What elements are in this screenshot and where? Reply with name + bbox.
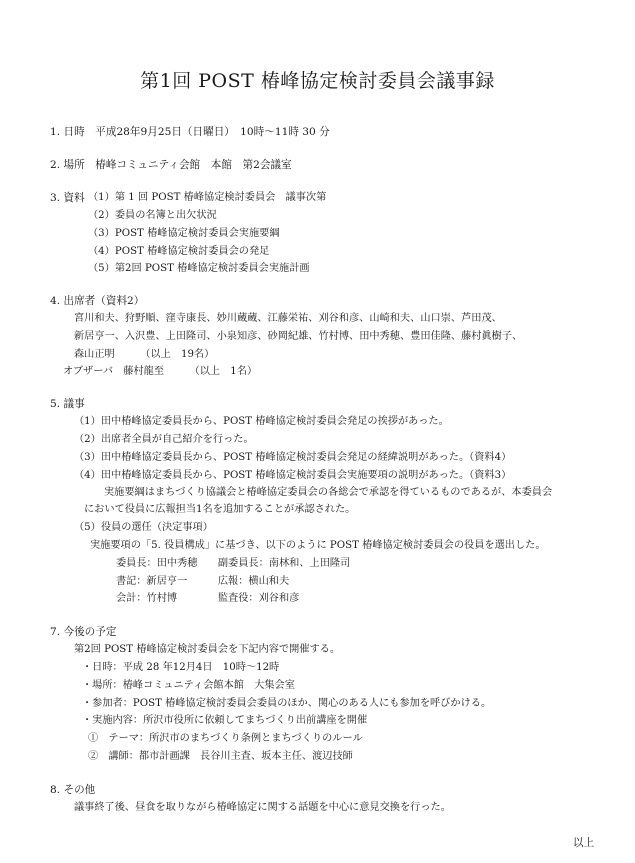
schedule-subitem: ② 講師：都市計画課 長谷川主査、坂本主任、渡辺技師 bbox=[88, 751, 353, 762]
material-item: （5）第2回 POST 椿峰協定検討委員会実施計画 bbox=[88, 263, 310, 274]
schedule-line: ・日時：平成 28 年12月4日 10時〜12時 bbox=[82, 662, 280, 673]
agenda-note: 実施要綱はまちづくり協議会と椿峰協定委員会の各総会で承認を得ているものであるが、本委員会 bbox=[104, 487, 553, 498]
attendee-line: 新居亨一、入沢豊、上田隆司、小泉知彦、砂岡紀雄、竹村博、田中秀穂、豊田佳隆、藤村眞樹子、 bbox=[74, 331, 523, 342]
officer-line: 会計：竹村博 監査役：刈谷和彦 bbox=[116, 593, 300, 604]
attendee-count: 森山正明 （以上 19名） bbox=[74, 349, 215, 360]
section-venue: 2. 場所 椿峰コミュニティ会館 本館 第2会議室 bbox=[50, 159, 292, 171]
section-datetime: 1. 日時 平成28年9月25日（日曜日） 10時〜11時 30 分 bbox=[50, 126, 330, 138]
schedule-line: ・場所：椿峰コミュニティ会館本館 大集会室 bbox=[82, 680, 295, 691]
material-item: （4）POST 椿峰協定検討委員会の発足 bbox=[88, 246, 270, 257]
schedule-line: ・参加者：POST 椿峰協定検討委員会委員のほか、関心のある人にも参加を呼びかける。 bbox=[82, 698, 492, 709]
closing-mark: 以上 bbox=[573, 837, 595, 849]
agenda-note: において役員に広報担当1名を追加することが承認された。 bbox=[84, 504, 356, 515]
material-item: （2）委員の名簿と出欠状況 bbox=[88, 210, 217, 221]
officer-line: 委員長：田中秀穂 副委員長：南林和、上田隆司 bbox=[116, 558, 351, 569]
agenda-item: （3）田中椿峰協定委員長から、POST 椿峰協定検討委員会発足の経緯説明があった。（資料4） bbox=[74, 452, 512, 463]
other-line: 議事終了後、昼食を取りながら椿峰協定に関する話題を中心に意見交換を行った。 bbox=[74, 802, 451, 813]
schedule-line: ・実施内容：所沢市役所に依頼してまちづくり出前講座を開催 bbox=[82, 715, 368, 726]
observer-line: オブザーバ 藤村龍至 （以上 1名） bbox=[63, 366, 258, 377]
section-other-heading: 8. その他 bbox=[50, 784, 96, 796]
agenda-item: （4）田中椿峰協定委員長から、POST 椿峰協定検討委員会実施要項の説明があった。（資料3） bbox=[74, 470, 512, 481]
agenda-item: （5）役員の選任（決定事項） bbox=[74, 522, 213, 533]
material-item: （1）第 1 回 POST 椿峰協定検討委員会 議事次第 bbox=[88, 192, 327, 203]
attendee-line: 宮川和夫、狩野順、窪寺康長、妙川蔵蔵、江藤栄祐、刈谷和彦、山崎和夫、山口崇、芦田茂、 bbox=[74, 313, 502, 324]
section-attendees-heading: 4. 出席者（資料2） bbox=[50, 295, 145, 307]
section-materials-heading: 3. 資料 bbox=[50, 192, 85, 204]
agenda-note: 実施要項の「5. 役員構成」に基づき、以下のように POST 椿峰協定検討委員会の役員を選出した。 bbox=[90, 540, 546, 551]
schedule-line: 第2回 POST 椿峰協定検討委員会を下記内容で開催する。 bbox=[74, 644, 341, 655]
schedule-subitem: ① テーマ：所沢市のまちづくり条例とまちづくりのルール bbox=[88, 733, 363, 744]
section-agenda-heading: 5. 議事 bbox=[50, 398, 85, 410]
agenda-item: （1）田中椿峰協定委員長から、POST 椿峰協定検討委員会発足の挨拶があった。 bbox=[74, 416, 449, 427]
agenda-item: （2）出席者全員が自己紹介を行った。 bbox=[74, 434, 254, 445]
document-title: 第1回 POST 椿峰協定検討委員会議事録 bbox=[140, 70, 495, 92]
material-item: （3）POST 椿峰協定検討委員会実施要綱 bbox=[88, 228, 280, 239]
officer-line: 書記：新居亨一 広報：横山和夫 bbox=[116, 576, 290, 587]
section-schedule-heading: 7. 今後の予定 bbox=[50, 626, 117, 638]
